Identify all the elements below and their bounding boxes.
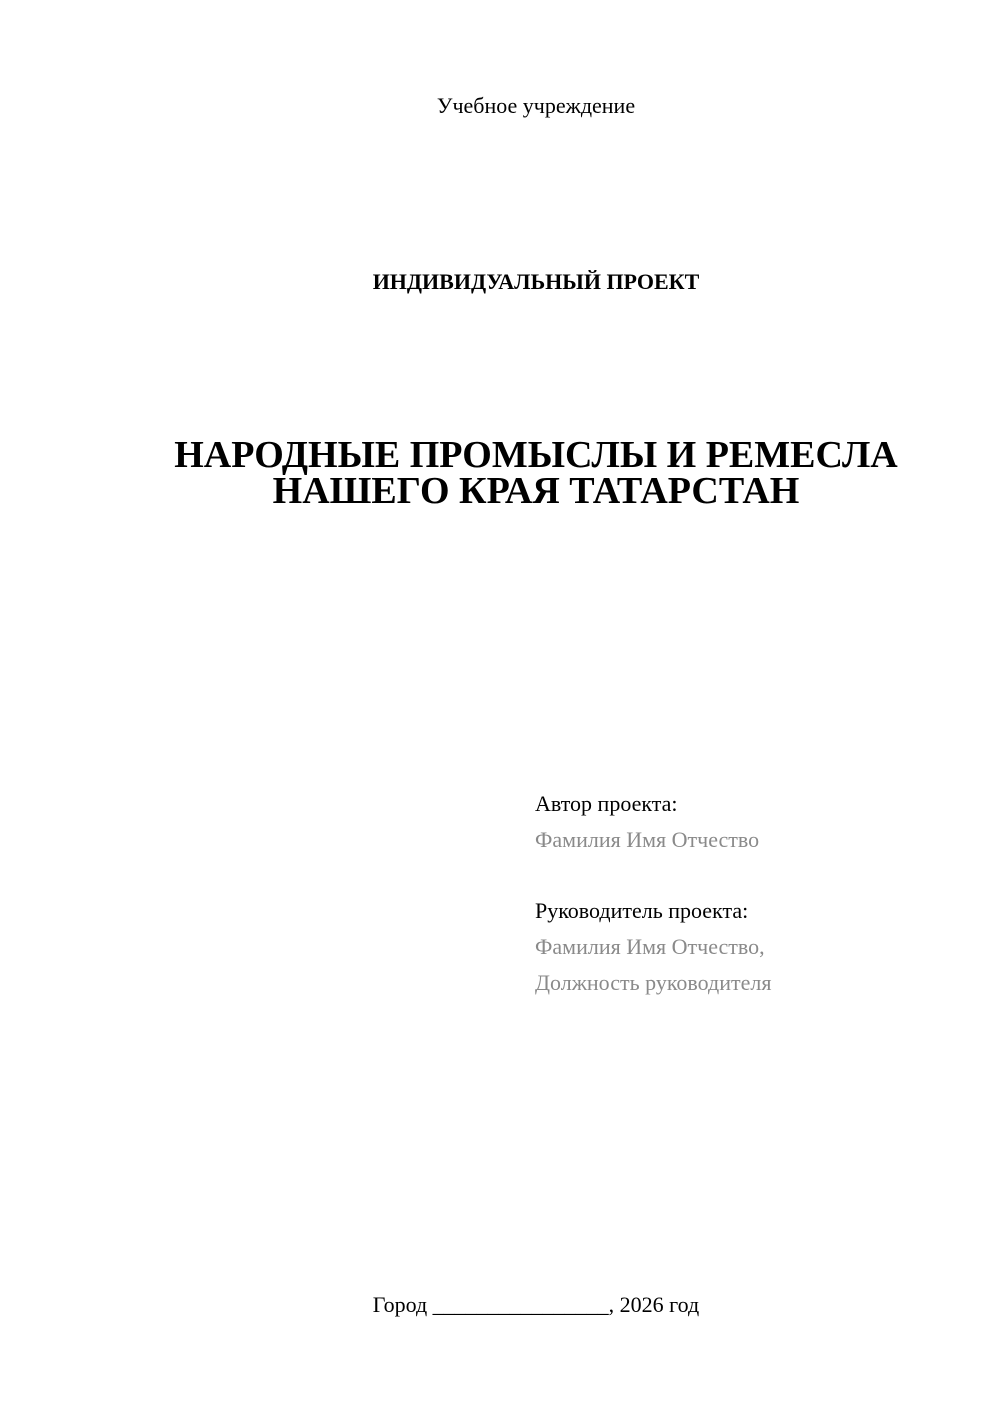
author-label: Автор проекта: [535,791,678,816]
supervisor-label: Руководитель проекта: [535,898,749,923]
author-block [535,786,955,858]
project-title [0,434,1000,512]
city-year-footer: Город ________________, 2026 год [372,1292,700,1317]
project-title-line-1: НАРОДНЫЕ ПРОМЫСЛЫ И РЕМЕСЛА [174,434,898,476]
project-type-heading: ИНДИВИДУАЛЬНЫЙ ПРОЕКТ [372,269,700,294]
author-name: Фамилия Имя Отчество [535,827,760,852]
supervisor-block [535,893,955,1001]
supervisor-position: Должность руководителя [535,970,772,995]
supervisor-name: Фамилия Имя Отчество, [535,934,765,959]
project-title-line-2: НАШЕГО КРАЯ ТАТАРСТАН [272,470,800,512]
institution-name: Учебное учреждение [436,93,636,118]
